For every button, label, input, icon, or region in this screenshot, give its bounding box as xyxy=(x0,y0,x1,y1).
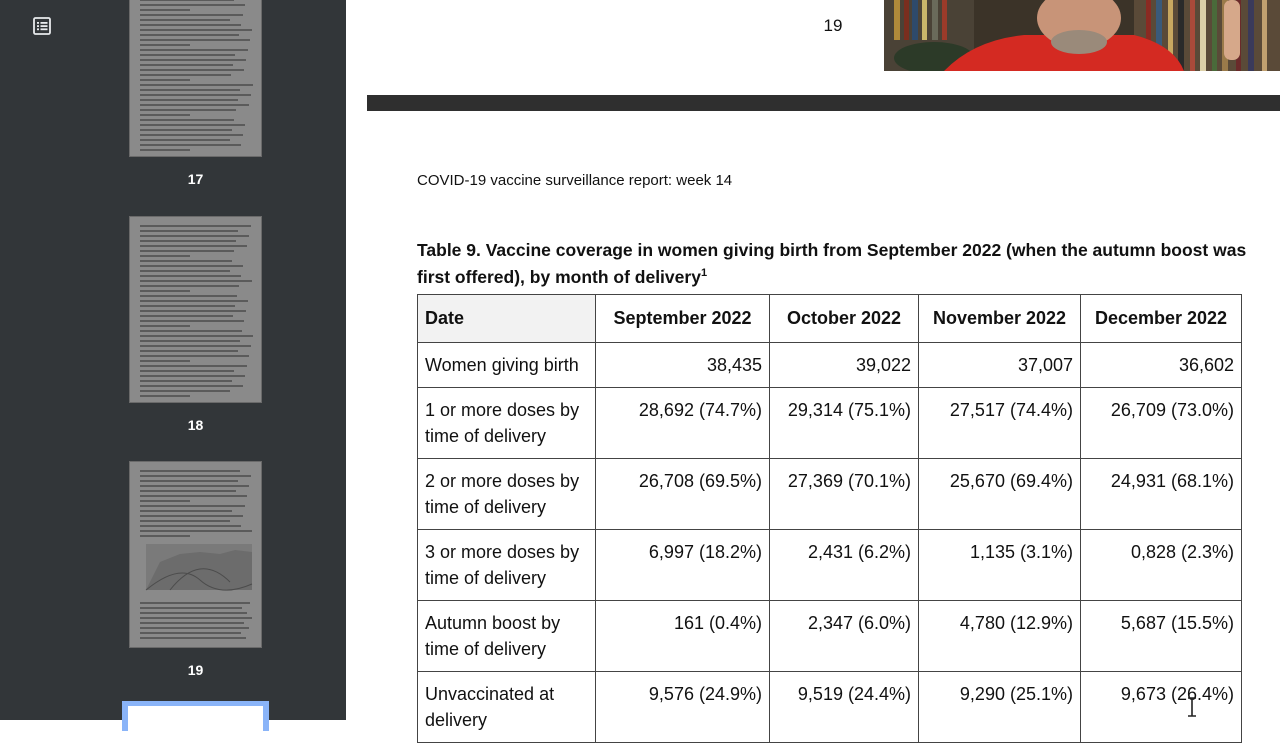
thumbnail-text-line xyxy=(140,24,241,26)
row-label: Women giving birth xyxy=(418,343,596,388)
thumbnail-text-line xyxy=(140,29,252,31)
row-label: 3 or more doses by time of delivery xyxy=(418,530,596,601)
cell-value: 0,828 (2.3%) xyxy=(1081,530,1242,601)
cell-value: 36,602 xyxy=(1081,343,1242,388)
page-thumbnail-label: 19 xyxy=(187,662,204,678)
thumbnail-text-line xyxy=(140,134,243,136)
thumbnail-text-line xyxy=(140,104,249,106)
thumbnail-text-line xyxy=(140,335,253,337)
thumbnail-text-line xyxy=(140,144,241,146)
cell-value: 38,435 xyxy=(596,343,770,388)
thumbnail-text-line xyxy=(140,485,249,487)
cell-value: 37,007 xyxy=(919,343,1081,388)
thumbnail-text-line xyxy=(140,480,238,482)
thumbnail-text-line xyxy=(140,290,190,292)
thumbnail-text-line xyxy=(140,602,250,604)
table-row xyxy=(418,388,1242,459)
webcam-video-frame xyxy=(884,0,1280,71)
cell-value: 27,369 (70.1%) xyxy=(770,459,919,530)
thumbnail-text-line xyxy=(140,637,246,639)
table-row xyxy=(418,601,1242,672)
thumbnail-text-line xyxy=(140,365,247,367)
thumbnail-text-line xyxy=(140,109,236,111)
cell-value: 27,517 (74.4%) xyxy=(919,388,1081,459)
thumbnail-text-line xyxy=(140,79,190,81)
thumbnail-text-line xyxy=(140,94,251,96)
thumbnail-text-line xyxy=(140,607,242,609)
thumbnail-text-line xyxy=(140,34,239,36)
row-label: Unvaccinated at delivery xyxy=(418,672,596,743)
page-thumbnail-18[interactable] xyxy=(129,216,262,403)
thumbnail-text-line xyxy=(140,119,234,121)
header-september: September 2022 xyxy=(596,295,770,343)
thumbnail-text-line xyxy=(140,310,246,312)
thumbnail-text-line xyxy=(140,59,246,61)
thumbnail-text-line xyxy=(140,530,252,532)
thumbnail-text-line xyxy=(140,0,234,1)
outline-icon xyxy=(32,16,52,36)
thumbnail-text-line xyxy=(140,89,240,91)
report-header: COVID-19 vaccine surveillance report: week 14 xyxy=(417,172,733,189)
thumbnail-text-line xyxy=(140,235,249,237)
cell-value: 28,692 (74.7%) xyxy=(596,388,770,459)
thumbnail-text-line xyxy=(140,515,243,517)
thumbnail-text-line xyxy=(140,300,248,302)
thumbnail-text-line xyxy=(140,265,243,267)
cell-value: 29,314 (75.1%) xyxy=(770,388,919,459)
thumbnail-text-line xyxy=(140,470,240,472)
caption-footnote-marker: 1 xyxy=(700,267,708,279)
thumbnail-text-line xyxy=(140,632,241,634)
thumbnail-text-line xyxy=(140,360,190,362)
thumbnail-text-line xyxy=(140,260,232,262)
thumbnail-sidebar xyxy=(0,0,346,720)
cell-value: 9,576 (24.9%) xyxy=(596,672,770,743)
thumbnail-text-line xyxy=(140,270,230,272)
thumbnail-text-line xyxy=(140,99,238,101)
thumbnail-text-line xyxy=(140,9,190,11)
thumbnail-text-line xyxy=(140,385,243,387)
thumbnail-text-line xyxy=(140,525,241,527)
table-row xyxy=(418,530,1242,601)
thumbnail-text-line xyxy=(140,295,237,297)
thumbnail-text-line xyxy=(140,505,245,507)
table-header-row xyxy=(418,295,1242,343)
thumbnail-text-line xyxy=(140,325,190,327)
cell-value: 2,347 (6.0%) xyxy=(770,601,919,672)
thumbnail-text-line xyxy=(140,320,244,322)
thumbnail-text-line xyxy=(140,69,244,71)
page-number: 19 xyxy=(823,16,843,35)
thumbnail-text-line xyxy=(140,622,244,624)
thumbnail-text-line xyxy=(140,225,251,227)
thumbnail-text-line xyxy=(140,330,242,332)
thumbnail-text-line xyxy=(140,475,251,477)
thumbnail-text-line xyxy=(140,149,190,151)
thumbnail-text-line xyxy=(140,627,249,629)
thumbnail-text-line xyxy=(140,617,252,619)
thumbnail-text-line xyxy=(140,230,238,232)
header-october: October 2022 xyxy=(770,295,919,343)
thumbnail-text-line xyxy=(140,54,235,56)
page-thumbnail-current[interactable] xyxy=(122,701,269,731)
document-outline-button[interactable] xyxy=(30,14,54,38)
cell-value: 9,673 (26.4%) xyxy=(1081,672,1242,743)
thumbnail-text-line xyxy=(140,495,247,497)
thumbnail-text-line xyxy=(140,49,248,51)
thumbnail-text-line xyxy=(140,124,245,126)
cell-value: 9,519 (24.4%) xyxy=(770,672,919,743)
thumbnail-text-line xyxy=(140,44,190,46)
cell-value: 24,931 (68.1%) xyxy=(1081,459,1242,530)
thumbnail-text-line xyxy=(140,340,240,342)
row-label: 1 or more doses by time of delivery xyxy=(418,388,596,459)
cell-value: 39,022 xyxy=(770,343,919,388)
thumbnail-text-line xyxy=(140,490,236,492)
thumbnail-text-line xyxy=(140,14,243,16)
thumbnail-text-line xyxy=(140,535,190,537)
thumbnail-text-line xyxy=(140,305,235,307)
table-caption-text: Table 9. Vaccine coverage in women giving birth from September 2022 (when the autumn boost was first offered), by month of delivery xyxy=(417,240,1247,287)
cell-value: 5,687 (15.5%) xyxy=(1081,601,1242,672)
cell-value: 9,290 (25.1%) xyxy=(919,672,1081,743)
vaccine-coverage-table xyxy=(417,294,1242,743)
thumbnail-text-line xyxy=(140,250,234,252)
cell-value: 26,709 (73.0%) xyxy=(1081,388,1242,459)
thumbnail-text-line xyxy=(140,84,253,86)
page-thumbnail-17[interactable] xyxy=(129,0,262,157)
page-thumbnail-label: 18 xyxy=(187,417,204,433)
cell-value: 4,780 (12.9%) xyxy=(919,601,1081,672)
cell-value: 25,670 (69.4%) xyxy=(919,459,1081,530)
thumbnail-text-line xyxy=(140,520,230,522)
cell-value: 2,431 (6.2%) xyxy=(770,530,919,601)
thumbnail-text-line xyxy=(140,500,190,502)
thumbnail-text-line xyxy=(140,275,241,277)
header-november: November 2022 xyxy=(919,295,1081,343)
table-row xyxy=(418,672,1242,743)
thumbnail-text-line xyxy=(140,285,239,287)
header-date: Date xyxy=(418,295,596,343)
thumbnail-text-line xyxy=(140,345,251,347)
thumbnail-text-line xyxy=(140,64,233,66)
thumbnail-text-line xyxy=(140,114,190,116)
cell-value: 161 (0.4%) xyxy=(596,601,770,672)
thumbnail-text-line xyxy=(140,315,233,317)
thumbnail-text-line xyxy=(140,280,252,282)
thumbnail-text-line xyxy=(140,612,247,614)
row-label: Autumn boost by time of delivery xyxy=(418,601,596,672)
thumbnail-text-line xyxy=(140,355,249,357)
thumbnail-text-line xyxy=(140,370,234,372)
table-row xyxy=(418,343,1242,388)
thumbnail-text-line xyxy=(140,510,232,512)
thumbnail-text-line xyxy=(140,390,230,392)
cell-value: 26,708 (69.5%) xyxy=(596,459,770,530)
thumbnail-text-line xyxy=(140,74,231,76)
thumbnail-text-line xyxy=(140,19,230,21)
thumbnail-text-line xyxy=(140,255,190,257)
text-cursor-icon xyxy=(1186,697,1198,717)
header-december: December 2022 xyxy=(1081,295,1242,343)
table-row xyxy=(418,459,1242,530)
thumbnail-text-line xyxy=(140,139,230,141)
thumbnail-text-line xyxy=(140,240,236,242)
cell-value: 1,135 (3.1%) xyxy=(919,530,1081,601)
thumbnail-text-line xyxy=(140,380,232,382)
thumbnail-text-line xyxy=(140,375,245,377)
cell-value: 6,997 (18.2%) xyxy=(596,530,770,601)
thumbnail-text-line xyxy=(140,4,245,6)
thumbnail-text-line xyxy=(140,39,250,41)
page-separator xyxy=(367,95,1280,111)
page-thumbnail-19[interactable] xyxy=(129,461,262,648)
thumbnail-text-line xyxy=(140,245,247,247)
webcam-overlay xyxy=(884,0,1280,71)
thumbnail-text-line xyxy=(140,129,232,131)
page-thumbnail-label: 17 xyxy=(187,171,204,187)
row-label: 2 or more doses by time of delivery xyxy=(418,459,596,530)
thumbnail-text-line xyxy=(140,350,238,352)
thumbnail-text-line xyxy=(140,395,190,397)
table-caption xyxy=(417,239,1257,289)
